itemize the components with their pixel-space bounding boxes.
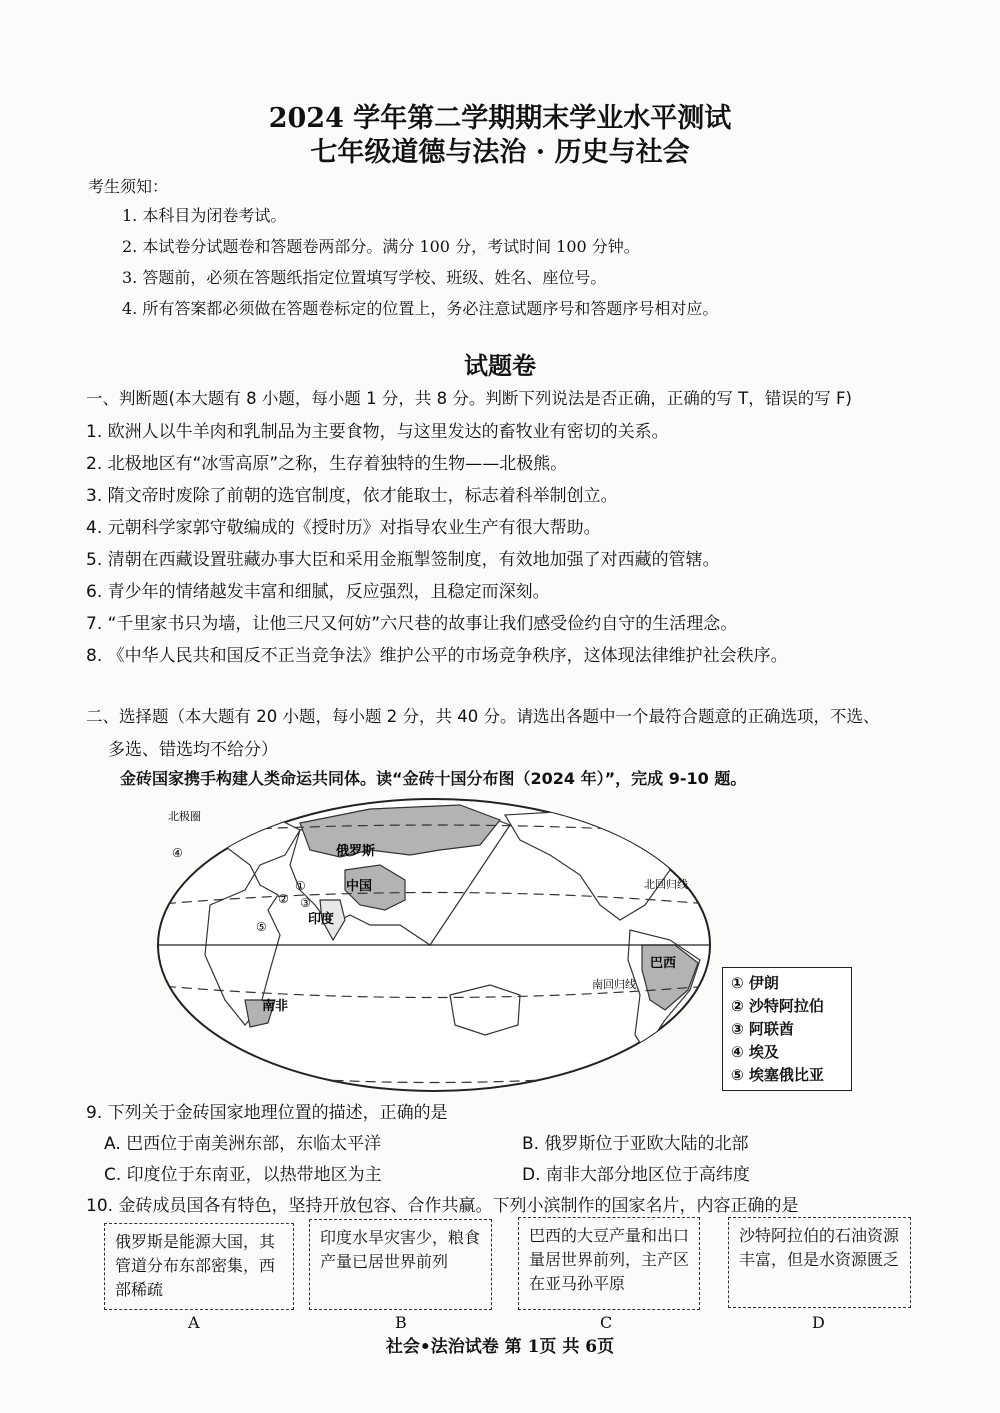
legend-item: ③ 阿联酋 (731, 1020, 794, 1038)
marker-2: ② (278, 892, 289, 906)
q9-option-a[interactable]: A. 巴西位于南美洲东部，东临太平洋 (104, 1134, 382, 1154)
notice-item: 2. 本试卷分试题卷和答题卷两部分。满分 100 分，考试时间 100 分钟。 (122, 237, 640, 256)
q9-option-d[interactable]: D. 南非大部分地区位于高纬度 (522, 1165, 750, 1185)
part2-heading-line2: 多选、错选均不给分） (108, 740, 278, 760)
question-8: 8. 《中华人民共和国反不正当竞争法》维护公平的市场竞争秩序，这体现法律维护社会秩序。 (86, 646, 788, 666)
q9-option-c[interactable]: C. 印度位于东南亚，以热带地区为主 (104, 1165, 382, 1185)
question-5: 5. 清朝在西藏设置驻藏办事大臣和采用金瓶掣签制度，有效地加强了对西藏的管辖。 (86, 550, 720, 570)
q9-option-b[interactable]: B. 俄罗斯位于亚欧大陆的北部 (522, 1134, 749, 1154)
page-footer: 社会•法治试卷 第 1页 共 6页 (385, 1337, 615, 1357)
legend-item: ① 伊朗 (731, 974, 779, 992)
notice-heading: 考生须知： (88, 177, 169, 196)
label-south-africa: 南非 (262, 999, 289, 1014)
question-4: 4. 元朝科学家郭守敬编成的《授时历》对指导农业生产有很大帮助。 (86, 518, 601, 538)
notice-item: 4. 所有答案都必须做在答题卷标定的位置上，务必注意试题序号和答题序号相对应。 (122, 299, 719, 318)
marker-1: ① (295, 879, 306, 893)
map-legend (722, 967, 852, 1091)
brics-world-map (150, 795, 720, 1100)
notice-item: 3. 答题前，必须在答题纸指定位置填写学校、班级、姓名、座位号。 (122, 268, 607, 287)
label-china: 中国 (346, 879, 373, 894)
marker-5: ⑤ (256, 920, 267, 934)
question-3: 3. 隋文帝时废除了前朝的选官制度，依才能取士，标志着科举制创立。 (86, 486, 618, 506)
card-label-d: D (812, 1313, 825, 1332)
part1-heading: 一、判断题(本大题有 8 小题，每小题 1 分，共 8 分。判断下列说法是否正确，正确的写 T，错误的写 F) (86, 389, 852, 408)
notice-item: 1. 本科目为闭卷考试。 (122, 206, 287, 225)
card-c[interactable]: 巴西的大豆产量和出口量居世界前列，主产区在亚马孙平原 (518, 1217, 700, 1310)
section-title: 试题卷 (464, 351, 536, 380)
label-arctic: 北极圈 (168, 810, 201, 823)
card-label-c: C (600, 1313, 613, 1332)
exam-title: 2024 学年第二学期期末学业水平测试 (268, 103, 732, 134)
question-1: 1. 欧洲人以牛羊肉和乳制品为主要食物，与这里发达的畜牧业有密切的关系。 (86, 422, 669, 442)
label-russia: 俄罗斯 (336, 844, 376, 859)
marker-4: ④ (172, 846, 183, 860)
map-intro: 金砖国家携手构建人类命运共同体。读“金砖十国分布图（2024 年）”，完成 9-10 题。 (120, 769, 747, 788)
exam-subtitle: 七年级道德与法治 · 历史与社会 (310, 137, 690, 168)
legend-item: ② 沙特阿拉伯 (731, 997, 824, 1015)
label-india: 印度 (308, 912, 335, 927)
question-2: 2. 北极地区有“冰雪高原”之称，生存着独特的生物——北极熊。 (86, 454, 568, 474)
card-label-b: B (395, 1313, 407, 1332)
label-tropic-north: 北回归线 (644, 878, 688, 891)
label-tropic-south: 南回归线 (592, 978, 636, 991)
question-7: 7. “千里家书只为墙，让他三尺又何妨”六尺巷的故事让我们感受俭约自守的生活理念。 (86, 614, 738, 634)
question-10-stem: 10. 金砖成员国各有特色，坚持开放包容、合作共赢。下列小滨制作的国家名片，内容正确的是 (86, 1196, 799, 1216)
part2-heading-line1: 二、选择题（本大题有 20 小题，每小题 2 分，共 40 分。请选出各题中一个最符合题意的正确选项，不选、 (86, 707, 880, 726)
question-9-stem: 9. 下列关于金砖国家地理位置的描述，正确的是 (86, 1103, 448, 1123)
card-a[interactable]: 俄罗斯是能源大国，其管道分布东部密集，西部稀疏 (104, 1223, 294, 1310)
marker-3: ③ (300, 896, 311, 910)
card-label-a: A (188, 1313, 200, 1332)
legend-item: ④ 埃及 (731, 1043, 779, 1061)
label-brazil: 巴西 (650, 956, 677, 971)
question-6: 6. 青少年的情绪越发丰富和细腻，反应强烈，且稳定而深刻。 (86, 582, 550, 602)
card-b[interactable]: 印度水旱灾害少，粮食产量已居世界前列 (309, 1219, 492, 1310)
card-d[interactable]: 沙特阿拉伯的石油资源丰富，但是水资源匮乏 (728, 1217, 911, 1308)
legend-item: ⑤ 埃塞俄比亚 (731, 1066, 824, 1084)
